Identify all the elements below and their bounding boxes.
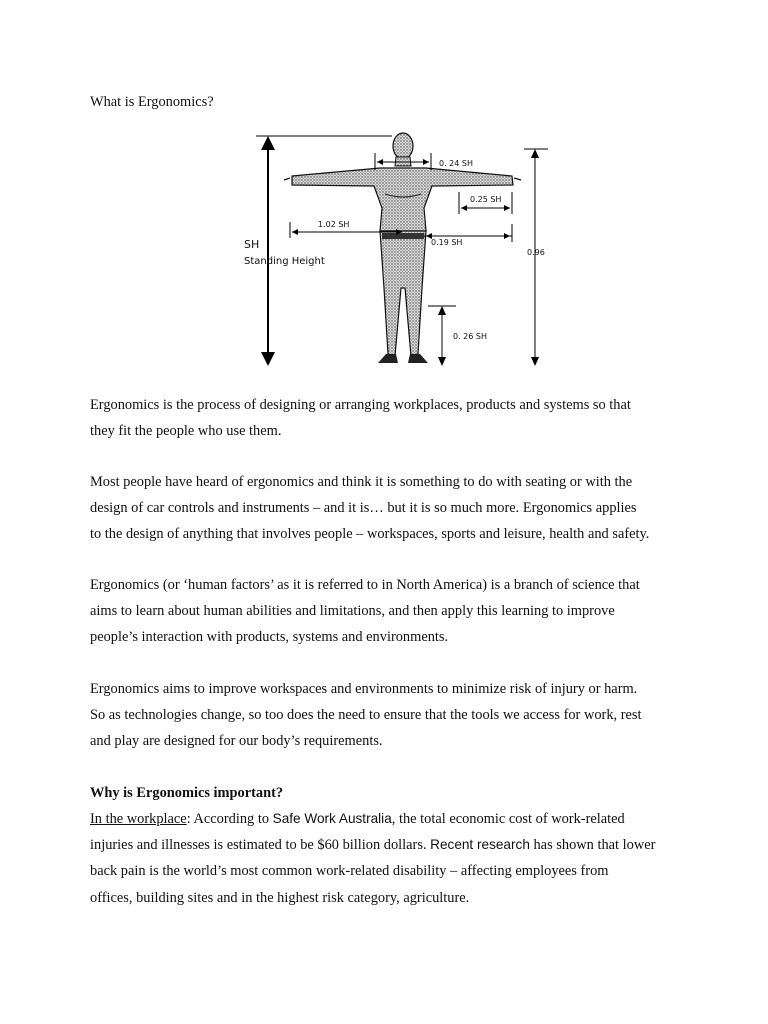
workplace-text-1c: , the total economic cost of work-related <box>391 811 625 827</box>
workplace-line-2 <box>90 837 655 853</box>
paragraph-2-line-2: design of car controls and instruments – and it is… but it is so much more. Ergonomics applies <box>90 500 637 516</box>
section-heading: Why is Ergonomics important? <box>90 785 284 801</box>
recent-research-link[interactable]: Recent research <box>430 837 530 852</box>
page-title: What is Ergonomics? <box>90 94 214 110</box>
overall-height-dimension <box>524 149 548 366</box>
safe-work-australia-link[interactable]: Safe Work Australia <box>272 811 392 826</box>
human-body-illustration <box>284 133 521 363</box>
standing-height-label: Standing Height <box>244 256 325 267</box>
workplace-text-2c: has shown that lower <box>529 837 656 853</box>
hip-label: 0.19 SH <box>431 238 463 247</box>
paragraph-1-line-1: Ergonomics is the process of designing or arranging workplaces, products and systems so that <box>90 397 631 413</box>
workplace-text-1a: According to <box>190 811 273 827</box>
paragraph-3-line-2: aims to learn about human abilities and limitations, and then apply this learning to improve <box>90 603 615 619</box>
overall-height-label: 0.96 <box>527 248 545 257</box>
paragraph-2-line-3: to the design of anything that involves people – workspaces, sports and leisure, health and safety. <box>90 526 650 542</box>
workplace-line-4: offices, building sites and in the highest risk category, agriculture. <box>90 890 470 906</box>
paragraph-3-line-3: people’s interaction with products, systems and environments. <box>90 629 449 645</box>
paragraph-4-line-3: and play are designed for our body’s requirements. <box>90 733 383 749</box>
paragraph-3-line-1: Ergonomics (or ‘human factors’ as it is referred to in North America) is a branch of science that <box>90 577 640 593</box>
arm-span-label: 1.02 SH <box>318 220 350 229</box>
paragraph-4-line-2: So as technologies change, so too does the need to ensure that the tools we access for work, rest <box>90 707 642 723</box>
sh-label: SH <box>244 238 260 251</box>
workplace-text-2a: injuries and illnesses is estimated to be $60 billion dollars. <box>90 837 431 853</box>
paragraph-4-line-1: Ergonomics aims to improve workspaces and environments to minimize risk of injury or harm. <box>90 681 638 697</box>
workplace-label: In the workplace <box>90 811 187 827</box>
paragraph-1-line-2: they fit the people who use them. <box>90 423 282 439</box>
workplace-colon: : <box>186 811 191 827</box>
workplace-line-3: back pain is the world’s most common work-related disability – affecting employees from <box>90 863 609 879</box>
head-width-label: 0. 24 SH <box>439 159 473 168</box>
forearm-label: 0.25 SH <box>470 195 502 204</box>
paragraph-2-line-1: Most people have heard of ergonomics and think it is something to do with seating or with the <box>90 474 633 490</box>
standing-height-figure <box>232 128 562 376</box>
workplace-line-1 <box>90 811 625 827</box>
leg-label: 0. 26 SH <box>453 332 487 341</box>
leg-dimension <box>428 306 456 366</box>
